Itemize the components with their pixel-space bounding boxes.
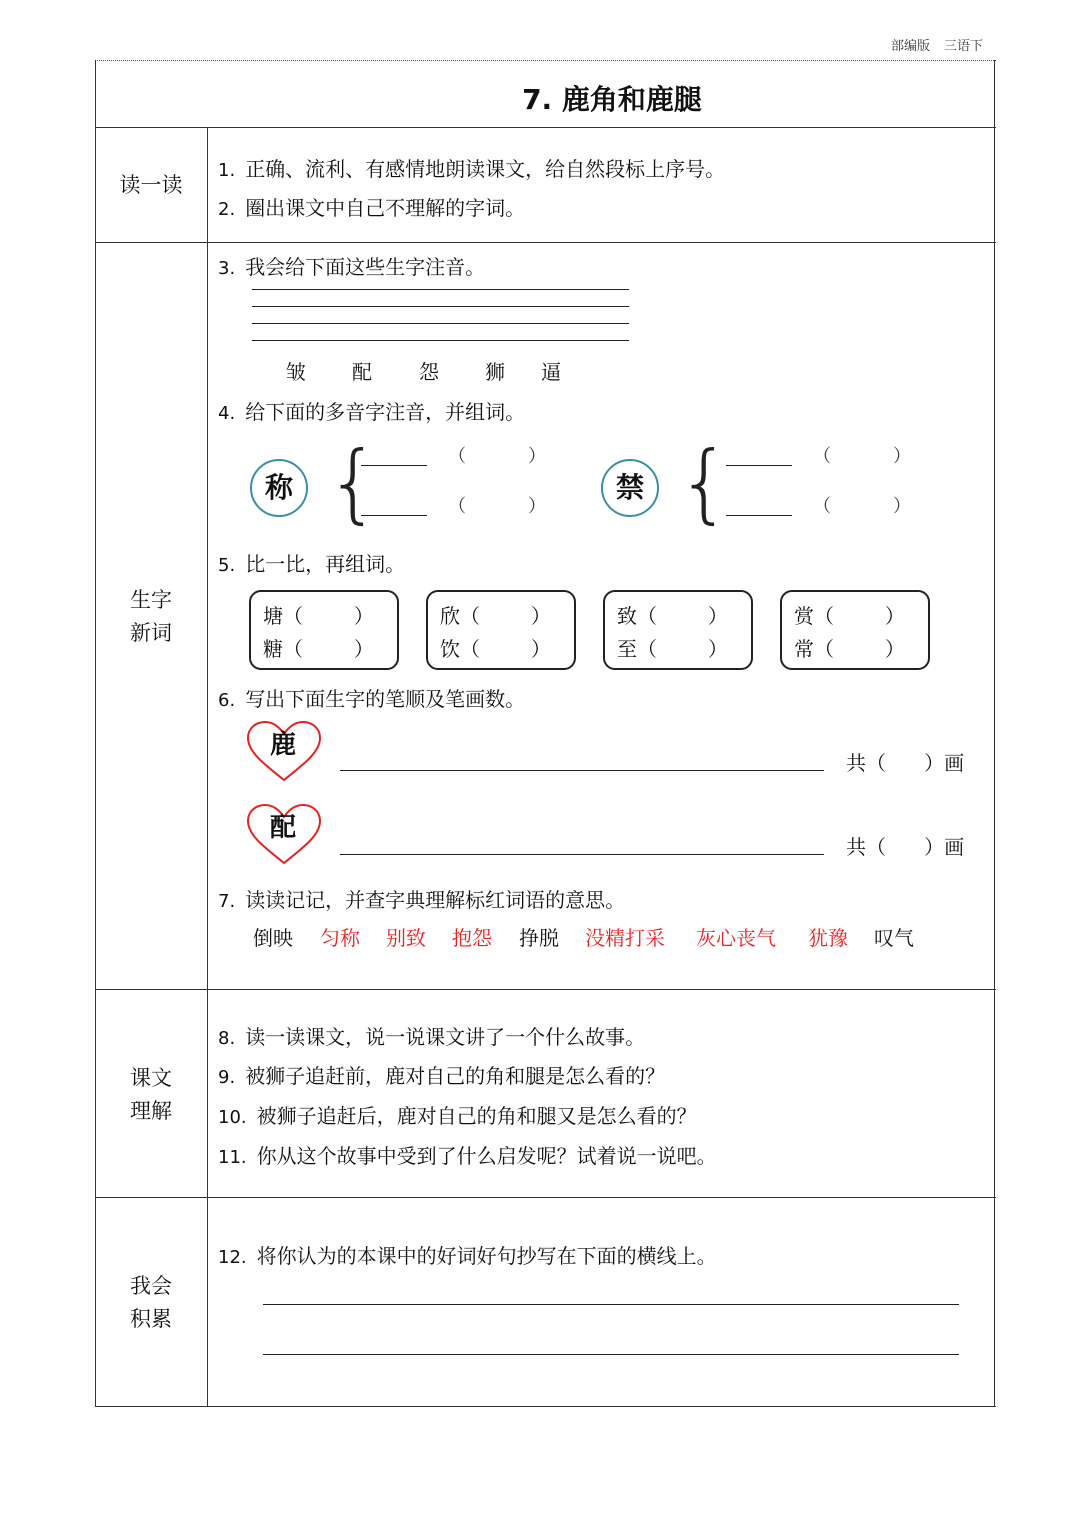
pinyin-line bbox=[252, 289, 629, 290]
heart-icon bbox=[245, 720, 325, 790]
question-text: 被狮子追赶前，鹿对自己的角和腿是怎么看的？ bbox=[245, 1064, 666, 1088]
row-divider bbox=[95, 989, 996, 990]
question-number: 11. bbox=[218, 1147, 247, 1168]
question-number: 8. bbox=[218, 1028, 236, 1049]
question-4 bbox=[218, 396, 525, 425]
compare-word: 塘（ ） bbox=[263, 604, 374, 628]
pinyin-char: 逼 bbox=[541, 360, 561, 384]
question-number: 7. bbox=[218, 891, 236, 912]
question-text: 写出下面生字的笔顺及笔画数。 bbox=[245, 687, 526, 711]
compare-word: 常（ ） bbox=[794, 637, 905, 661]
question-text: 给下面的多音字注音，并组词。 bbox=[245, 400, 526, 424]
question-number: 6. bbox=[218, 690, 236, 711]
row-divider bbox=[95, 127, 996, 128]
stroke-count-label: 共（ ）画 bbox=[846, 751, 965, 775]
grade-label: 三语下 bbox=[943, 39, 983, 54]
pinyin-char: 皱 bbox=[286, 360, 306, 384]
compare-word: 糖（ ） bbox=[263, 637, 374, 661]
question-text: 读一读课文，说一说课文讲了一个什么故事。 bbox=[245, 1025, 646, 1049]
copy-writing-line[interactable] bbox=[263, 1354, 959, 1355]
answer-blank[interactable] bbox=[361, 465, 427, 466]
paren-open: （ bbox=[448, 446, 466, 467]
brace-icon: { bbox=[677, 433, 732, 533]
compare-word: 欣（ ） bbox=[440, 604, 551, 628]
paren-close: ） bbox=[893, 496, 911, 517]
question-number: 2. bbox=[218, 199, 236, 220]
question-number: 9. bbox=[218, 1067, 236, 1088]
heart-icon bbox=[245, 803, 325, 873]
question-number: 4. bbox=[218, 403, 236, 424]
vocab-word-red: 犹豫 bbox=[808, 926, 848, 950]
section-label-understanding bbox=[95, 1062, 207, 1128]
stroke-order-line[interactable] bbox=[340, 770, 824, 771]
polyphone-char: 称 bbox=[250, 459, 308, 517]
question-7 bbox=[218, 884, 625, 913]
question-text: 正确、流利、有感情地朗读课文，给自然段标上序号。 bbox=[245, 157, 726, 181]
stroke-order-line[interactable] bbox=[340, 854, 824, 855]
paren-close: ） bbox=[528, 446, 546, 467]
compare-card bbox=[426, 590, 576, 670]
edition-label: 部编版 bbox=[890, 39, 930, 54]
row-divider bbox=[95, 242, 996, 243]
question-text: 圈出课文中自己不理解的字词。 bbox=[245, 196, 526, 220]
paren-close: ） bbox=[893, 446, 911, 467]
polyphone-char: 禁 bbox=[601, 459, 659, 517]
stroke-count-label: 共（ ）画 bbox=[846, 835, 965, 859]
vocab-word: 倒映 bbox=[253, 926, 293, 950]
column-divider bbox=[207, 127, 208, 1407]
stroke-char: 配 bbox=[269, 813, 296, 843]
section-label-accumulate bbox=[95, 1270, 207, 1336]
page-title: 7. 鹿角和鹿腿 bbox=[522, 83, 702, 116]
section-label-line: 新词 bbox=[130, 621, 172, 645]
compare-word: 致（ ） bbox=[617, 604, 728, 628]
compare-word: 饮（ ） bbox=[440, 637, 551, 661]
question-1 bbox=[218, 153, 725, 182]
compare-word: 至（ ） bbox=[617, 637, 728, 661]
section-label-line: 我会 bbox=[130, 1274, 172, 1298]
answer-blank[interactable] bbox=[361, 515, 427, 516]
section-label-new-words bbox=[95, 584, 207, 650]
section-label-read: 读一读 bbox=[119, 173, 183, 197]
paren-open: （ bbox=[813, 446, 831, 467]
section-label-line: 生字 bbox=[130, 588, 172, 612]
section-label-line: 课文 bbox=[130, 1066, 172, 1090]
pinyin-char: 配 bbox=[352, 360, 372, 384]
vocab-word: 叹气 bbox=[874, 926, 914, 950]
compare-card bbox=[780, 590, 930, 670]
compare-card bbox=[249, 590, 399, 670]
question-number: 3. bbox=[218, 258, 236, 279]
pinyin-line bbox=[252, 306, 629, 307]
question-5 bbox=[218, 548, 405, 577]
vocab-word-red: 没精打采 bbox=[585, 926, 665, 950]
question-text: 我会给下面这些生字注音。 bbox=[245, 255, 486, 279]
answer-blank[interactable] bbox=[726, 515, 792, 516]
pinyin-line bbox=[252, 340, 629, 341]
pinyin-char: 怨 bbox=[419, 360, 439, 384]
question-2 bbox=[218, 192, 525, 221]
brace-icon: { bbox=[326, 433, 381, 533]
vocab-word-red: 灰心丧气 bbox=[696, 926, 776, 950]
page-header bbox=[877, 35, 983, 54]
pinyin-char: 狮 bbox=[485, 360, 505, 384]
question-text: 读读记记，并查字典理解标红词语的意思。 bbox=[245, 888, 626, 912]
question-text: 将你认为的本课中的好词好句抄写在下面的横线上。 bbox=[256, 1244, 717, 1268]
question-text: 被狮子追赶后，鹿对自己的角和腿又是怎么看的？ bbox=[256, 1104, 697, 1128]
question-12 bbox=[218, 1240, 717, 1269]
question-number: 5. bbox=[218, 555, 236, 576]
question-number: 1. bbox=[218, 160, 236, 181]
question-text: 比一比，再组词。 bbox=[245, 552, 406, 576]
answer-blank[interactable] bbox=[726, 465, 792, 466]
vocab-word-red: 抱怨 bbox=[452, 926, 492, 950]
paren-open: （ bbox=[448, 496, 466, 517]
compare-word: 赏（ ） bbox=[794, 604, 905, 628]
paren-close: ） bbox=[528, 496, 546, 517]
question-text: 你从这个故事中受到了什么启发呢？试着说一说吧。 bbox=[256, 1144, 717, 1168]
copy-writing-line[interactable] bbox=[263, 1304, 959, 1305]
question-10 bbox=[218, 1100, 697, 1129]
question-3 bbox=[218, 251, 485, 280]
question-number: 10. bbox=[218, 1107, 247, 1128]
pinyin-line bbox=[252, 323, 629, 324]
vocab-word-red: 别致 bbox=[386, 926, 426, 950]
question-number: 12. bbox=[218, 1247, 247, 1268]
section-label-line: 理解 bbox=[130, 1099, 172, 1123]
question-11 bbox=[218, 1140, 717, 1169]
compare-card bbox=[603, 590, 753, 670]
vocab-word: 挣脱 bbox=[519, 926, 559, 950]
paren-open: （ bbox=[813, 496, 831, 517]
row-divider bbox=[95, 1406, 996, 1407]
question-8 bbox=[218, 1021, 645, 1050]
question-6 bbox=[218, 683, 525, 712]
row-divider bbox=[95, 1197, 996, 1198]
question-9 bbox=[218, 1060, 665, 1089]
vocab-word-red: 匀称 bbox=[320, 926, 360, 950]
stroke-char: 鹿 bbox=[269, 730, 296, 760]
section-label-line: 积累 bbox=[130, 1307, 172, 1331]
